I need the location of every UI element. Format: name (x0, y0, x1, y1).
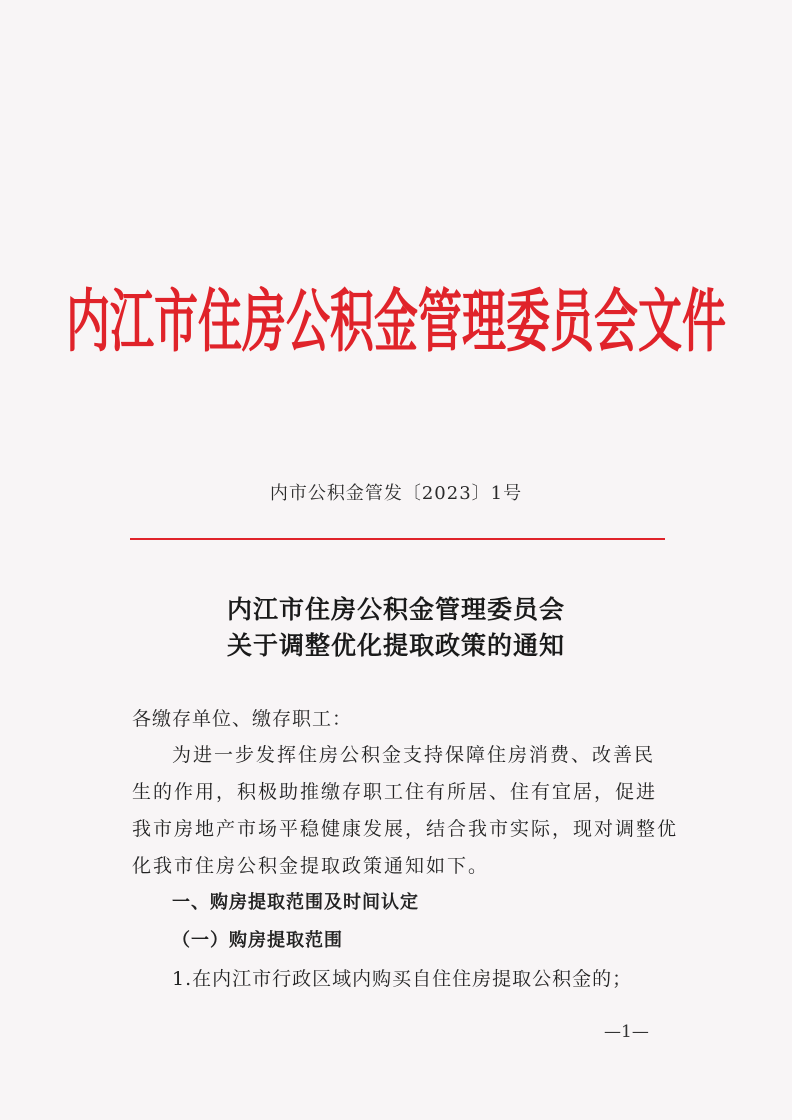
issuer-header: 内江市住房公积金管理委员会文件 (66, 283, 726, 363)
intro-paragraph-line-2: 生的作用，积极助推缴存职工住有所居、住有宜居，促进 (132, 781, 658, 803)
intro-paragraph-line-3: 我市房地产市场平稳健康发展，结合我市实际，现对调整优 (132, 818, 679, 840)
document-number: 内市公积金管发〔2023〕1号 (269, 483, 523, 504)
list-item-1: 1.在内江市行政区域内购买自住住房提取公积金的； (172, 968, 633, 990)
section-heading-1: 一、购房提取范围及时间认定 (172, 892, 419, 913)
salutation: 各缴存单位、缴存职工： (132, 708, 353, 730)
document-title-line-1: 内江市住房公积金管理委员会 (226, 595, 565, 624)
red-divider-rule (130, 538, 665, 540)
intro-paragraph-line-4: 化我市住房公积金提取政策通知如下。 (132, 855, 490, 877)
intro-paragraph-line-1: 为进一步发挥住房公积金支持保障住房消费、改善民 (172, 744, 656, 766)
subsection-heading-1: （一）购房提取范围 (172, 930, 343, 951)
page-number: —1— (604, 1022, 649, 1042)
document-title-line-2: 关于调整优化提取政策的通知 (226, 631, 565, 660)
